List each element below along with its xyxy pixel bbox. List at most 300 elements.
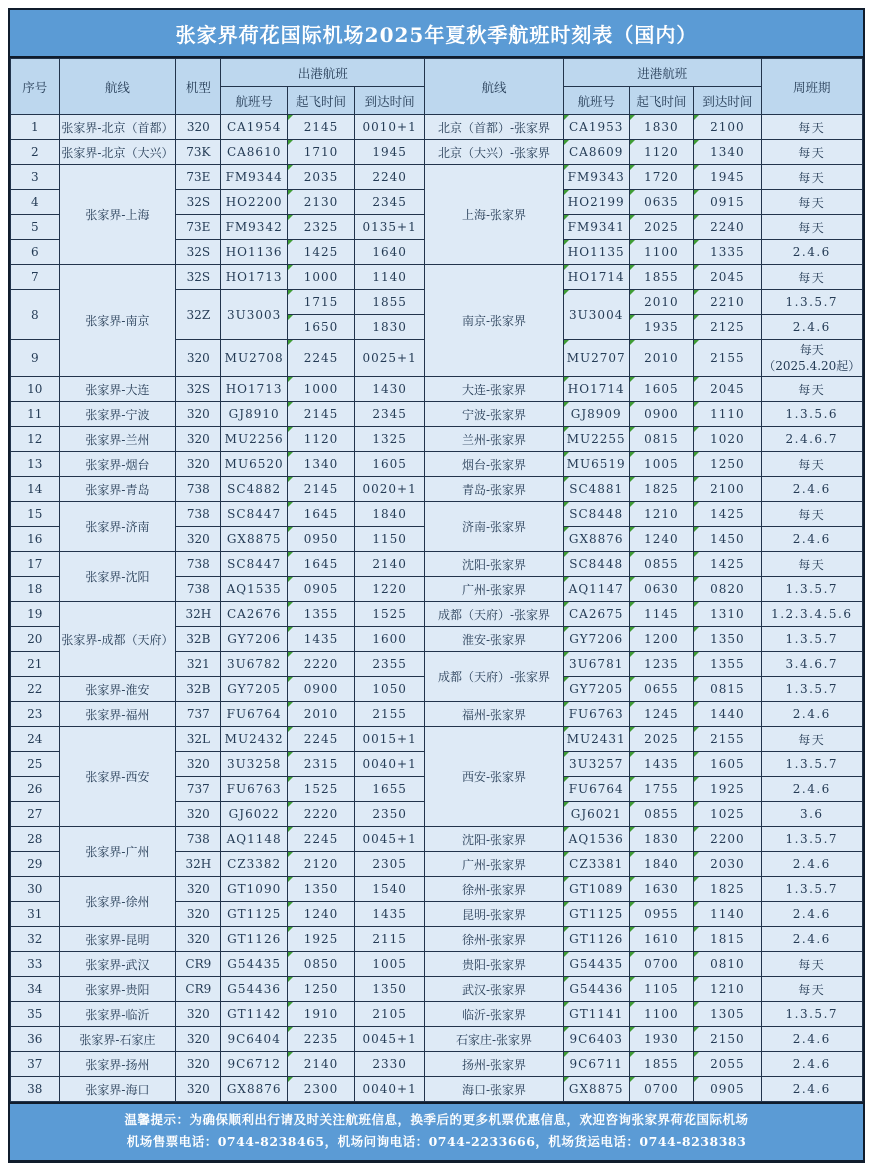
cell-route-left: 张家界-徐州 — [59, 877, 176, 927]
cell-deptime-out: 1000 — [287, 265, 354, 290]
cell-flightno-in: HO1135 — [563, 240, 629, 265]
cell-flightno-in: SC8448 — [563, 552, 629, 577]
cell-arrtime-out: 0020+1 — [355, 477, 425, 502]
cell-arrtime-in: 2240 — [694, 215, 761, 240]
cell-deptime-in: 1755 — [629, 777, 694, 802]
cell-deptime-in: 1830 — [629, 115, 694, 140]
cell-deptime-out: 2245 — [287, 340, 354, 377]
cell-flightno-out: GT1126 — [221, 927, 287, 952]
cell-weekly: 每天 — [761, 502, 862, 527]
cell-flightno-out: SC8447 — [221, 502, 287, 527]
cell-arrtime-out: 1840 — [355, 502, 425, 527]
cell-route-right: 昆明-张家界 — [425, 902, 564, 927]
cell-arrtime-in: 0810 — [694, 952, 761, 977]
cell-weekly: 1.3.5.7 — [761, 1002, 862, 1027]
cell-deptime-in: 0700 — [629, 952, 694, 977]
cell-deptime-out: 2325 — [287, 215, 354, 240]
cell-route-left: 张家界-沈阳 — [59, 552, 176, 602]
cell-weekly: 2.4.6 — [761, 852, 862, 877]
cell-flightno-in: AQ1147 — [563, 577, 629, 602]
cell-aircraft: 320 — [176, 340, 221, 377]
cell-aircraft: 32S — [176, 265, 221, 290]
cell-arrtime-out: 1220 — [355, 577, 425, 602]
cell-arrtime-out: 0015+1 — [355, 727, 425, 752]
cell-arrtime-in: 0905 — [694, 1077, 761, 1102]
cell-aircraft: 32Z — [176, 290, 221, 340]
cell-route-right: 扬州-张家界 — [425, 1052, 564, 1077]
cell-seq: 15 — [11, 502, 60, 527]
col-header-arrtime-out: 到达时间 — [355, 87, 425, 115]
cell-deptime-in: 1100 — [629, 1002, 694, 1027]
cell-deptime-out: 1650 — [287, 315, 354, 340]
cell-flightno-in: CA1953 — [563, 115, 629, 140]
cell-arrtime-out: 2155 — [355, 702, 425, 727]
cell-aircraft: 320 — [176, 115, 221, 140]
cell-arrtime-in: 1425 — [694, 502, 761, 527]
cell-arrtime-out: 1600 — [355, 627, 425, 652]
cell-arrtime-out: 2115 — [355, 927, 425, 952]
cell-flightno-out: MU2256 — [221, 427, 287, 452]
cell-seq: 1 — [11, 115, 60, 140]
cell-seq: 5 — [11, 215, 60, 240]
cell-weekly: 1.3.5.7 — [761, 290, 862, 315]
cell-aircraft: 320 — [176, 877, 221, 902]
cell-deptime-in: 1245 — [629, 702, 694, 727]
cell-route-right: 武汉-张家界 — [425, 977, 564, 1002]
cell-deptime-out: 1710 — [287, 140, 354, 165]
cell-route-left: 张家界-临沂 — [59, 1002, 176, 1027]
cell-deptime-out: 0950 — [287, 527, 354, 552]
cell-seq: 37 — [11, 1052, 60, 1077]
cell-flightno-out: FM9342 — [221, 215, 287, 240]
cell-flightno-in: FU6764 — [563, 777, 629, 802]
cell-flightno-out: CA1954 — [221, 115, 287, 140]
cell-arrtime-in: 1425 — [694, 552, 761, 577]
cell-arrtime-in: 2045 — [694, 377, 761, 402]
cell-route-right: 大连-张家界 — [425, 377, 564, 402]
cell-aircraft: 320 — [176, 1002, 221, 1027]
cell-weekly: 2.4.6 — [761, 477, 862, 502]
cell-seq: 13 — [11, 452, 60, 477]
cell-flightno-out: MU2432 — [221, 727, 287, 752]
col-header-outbound-group: 出港航班 — [221, 59, 425, 87]
cell-weekly: 每天 — [761, 265, 862, 290]
cell-weekly: 2.4.6.7 — [761, 427, 862, 452]
cell-arrtime-out: 1525 — [355, 602, 425, 627]
cell-route-left: 张家界-烟台 — [59, 452, 176, 477]
cell-route-right: 淮安-张家界 — [425, 627, 564, 652]
cell-arrtime-in: 1355 — [694, 652, 761, 677]
cell-arrtime-in: 1335 — [694, 240, 761, 265]
cell-deptime-out: 1000 — [287, 377, 354, 402]
cell-route-right: 兰州-张家界 — [425, 427, 564, 452]
table-row — [11, 727, 863, 752]
cell-seq: 17 — [11, 552, 60, 577]
cell-seq: 26 — [11, 777, 60, 802]
cell-route-right: 海口-张家界 — [425, 1077, 564, 1102]
cell-route-right: 临沂-张家界 — [425, 1002, 564, 1027]
cell-arrtime-out: 1140 — [355, 265, 425, 290]
cell-flightno-in: SC4881 — [563, 477, 629, 502]
cell-seq: 21 — [11, 652, 60, 677]
cell-aircraft: 320 — [176, 752, 221, 777]
cell-flightno-in: GY7206 — [563, 627, 629, 652]
cell-deptime-in: 1435 — [629, 752, 694, 777]
cell-seq: 2 — [11, 140, 60, 165]
cell-deptime-in: 0630 — [629, 577, 694, 602]
flight-timetable — [10, 58, 863, 1102]
table-row — [11, 402, 863, 427]
cell-flightno-in: 3U3257 — [563, 752, 629, 777]
cell-flightno-out: CA2676 — [221, 602, 287, 627]
cell-seq: 27 — [11, 802, 60, 827]
cell-deptime-in: 1120 — [629, 140, 694, 165]
col-header-arrtime-in: 到达时间 — [694, 87, 761, 115]
col-header-flightno-out: 航班号 — [221, 87, 287, 115]
cell-deptime-out: 0905 — [287, 577, 354, 602]
cell-seq: 14 — [11, 477, 60, 502]
cell-weekly: 1.3.5.7 — [761, 877, 862, 902]
cell-weekly: 每天 （2025.4.20起） — [761, 340, 862, 377]
cell-seq: 12 — [11, 427, 60, 452]
cell-deptime-out: 2300 — [287, 1077, 354, 1102]
cell-flightno-out: MU6520 — [221, 452, 287, 477]
cell-route-left: 张家界-淮安 — [59, 677, 176, 702]
cell-seq: 38 — [11, 1077, 60, 1102]
cell-aircraft: 738 — [176, 502, 221, 527]
col-header-seq: 序号 — [11, 59, 60, 115]
cell-deptime-in: 1235 — [629, 652, 694, 677]
cell-deptime-in: 0855 — [629, 802, 694, 827]
cell-seq: 16 — [11, 527, 60, 552]
col-header-deptime-in: 起飞时间 — [629, 87, 694, 115]
table-row — [11, 827, 863, 852]
cell-arrtime-out: 1640 — [355, 240, 425, 265]
timetable-board — [8, 8, 865, 1163]
cell-flightno-out: CA8610 — [221, 140, 287, 165]
cell-weekly: 每天 — [761, 377, 862, 402]
cell-route-left: 张家界-青岛 — [59, 477, 176, 502]
cell-deptime-in: 0700 — [629, 1077, 694, 1102]
cell-arrtime-in: 0915 — [694, 190, 761, 215]
col-header-deptime-out: 起飞时间 — [287, 87, 354, 115]
cell-route-left: 张家界-广州 — [59, 827, 176, 877]
cell-aircraft: 32L — [176, 727, 221, 752]
cell-arrtime-out: 0045+1 — [355, 827, 425, 852]
cell-flightno-out: MU2708 — [221, 340, 287, 377]
cell-seq: 29 — [11, 852, 60, 877]
cell-route-right: 沈阳-张家界 — [425, 827, 564, 852]
cell-deptime-out: 1435 — [287, 627, 354, 652]
cell-aircraft: CR9 — [176, 977, 221, 1002]
cell-flightno-out: FU6764 — [221, 702, 287, 727]
col-header-weekly: 周班期 — [761, 59, 862, 115]
table-row — [11, 427, 863, 452]
cell-deptime-out: 2010 — [287, 702, 354, 727]
table-row — [11, 952, 863, 977]
cell-deptime-out: 2220 — [287, 802, 354, 827]
cell-arrtime-in: 1825 — [694, 877, 761, 902]
cell-flightno-in: GT1141 — [563, 1002, 629, 1027]
cell-seq: 7 — [11, 265, 60, 290]
cell-arrtime-out: 2305 — [355, 852, 425, 877]
cell-deptime-in: 0900 — [629, 402, 694, 427]
cell-route-left: 张家界-武汉 — [59, 952, 176, 977]
cell-seq: 36 — [11, 1027, 60, 1052]
cell-seq: 18 — [11, 577, 60, 602]
cell-arrtime-out: 0010+1 — [355, 115, 425, 140]
cell-deptime-in: 1100 — [629, 240, 694, 265]
cell-flightno-out: GT1142 — [221, 1002, 287, 1027]
cell-route-right: 广州-张家界 — [425, 577, 564, 602]
cell-route-left: 张家界-石家庄 — [59, 1027, 176, 1052]
cell-arrtime-in: 1815 — [694, 927, 761, 952]
cell-weekly: 2.4.6 — [761, 702, 862, 727]
cell-flightno-out: AQ1535 — [221, 577, 287, 602]
cell-route-right: 广州-张家界 — [425, 852, 564, 877]
table-row — [11, 502, 863, 527]
cell-arrtime-in: 2100 — [694, 115, 761, 140]
cell-deptime-in: 2025 — [629, 727, 694, 752]
cell-route-left: 张家界-南京 — [59, 265, 176, 377]
cell-aircraft: 320 — [176, 1077, 221, 1102]
cell-flightno-in: GJ6021 — [563, 802, 629, 827]
cell-flightno-in: SC8448 — [563, 502, 629, 527]
cell-flightno-out: 3U3003 — [221, 290, 287, 340]
cell-arrtime-out: 0040+1 — [355, 752, 425, 777]
cell-arrtime-out: 1830 — [355, 315, 425, 340]
cell-arrtime-out: 0040+1 — [355, 1077, 425, 1102]
col-header-route-in: 航线 — [425, 59, 564, 115]
cell-seq: 9 — [11, 340, 60, 377]
cell-arrtime-out: 1430 — [355, 377, 425, 402]
cell-route-right: 贵阳-张家界 — [425, 952, 564, 977]
cell-flightno-in: 3U3004 — [563, 290, 629, 340]
cell-seq: 33 — [11, 952, 60, 977]
cell-aircraft: 320 — [176, 452, 221, 477]
cell-deptime-out: 1355 — [287, 602, 354, 627]
cell-flightno-in: GT1126 — [563, 927, 629, 952]
cell-aircraft: 32S — [176, 240, 221, 265]
cell-deptime-out: 2120 — [287, 852, 354, 877]
cell-arrtime-out: 2105 — [355, 1002, 425, 1027]
cell-arrtime-in: 0815 — [694, 677, 761, 702]
cell-route-left: 张家界-兰州 — [59, 427, 176, 452]
cell-route-left: 张家界-北京（首都） — [59, 115, 176, 140]
cell-seq: 30 — [11, 877, 60, 902]
cell-arrtime-out: 1605 — [355, 452, 425, 477]
cell-flightno-in: GY7205 — [563, 677, 629, 702]
cell-weekly: 每天 — [761, 190, 862, 215]
cell-arrtime-out: 1655 — [355, 777, 425, 802]
cell-deptime-in: 1605 — [629, 377, 694, 402]
cell-aircraft: 321 — [176, 652, 221, 677]
cell-deptime-out: 1645 — [287, 502, 354, 527]
cell-deptime-out: 1715 — [287, 290, 354, 315]
cell-route-right: 青岛-张家界 — [425, 477, 564, 502]
table-row — [11, 552, 863, 577]
cell-deptime-out: 1525 — [287, 777, 354, 802]
cell-flightno-in: CA2675 — [563, 602, 629, 627]
cell-weekly: 2.4.6 — [761, 1027, 862, 1052]
cell-arrtime-in: 1110 — [694, 402, 761, 427]
cell-aircraft: 32S — [176, 377, 221, 402]
cell-arrtime-out: 2140 — [355, 552, 425, 577]
cell-aircraft: 737 — [176, 702, 221, 727]
cell-arrtime-out: 1435 — [355, 902, 425, 927]
cell-flightno-in: 9C6403 — [563, 1027, 629, 1052]
cell-deptime-out: 1120 — [287, 427, 354, 452]
cell-weekly: 每天 — [761, 215, 862, 240]
cell-weekly: 2.4.6 — [761, 240, 862, 265]
cell-route-right: 南京-张家界 — [425, 265, 564, 377]
cell-flightno-out: GJ6022 — [221, 802, 287, 827]
cell-arrtime-in: 2200 — [694, 827, 761, 852]
cell-deptime-in: 1855 — [629, 1052, 694, 1077]
cell-seq: 22 — [11, 677, 60, 702]
cell-deptime-out: 2245 — [287, 827, 354, 852]
table-row — [11, 115, 863, 140]
cell-flightno-in: GT1125 — [563, 902, 629, 927]
cell-flightno-in: 3U6781 — [563, 652, 629, 677]
cell-arrtime-out: 1945 — [355, 140, 425, 165]
cell-arrtime-in: 1020 — [694, 427, 761, 452]
cell-weekly: 2.4.6 — [761, 902, 862, 927]
cell-aircraft: 320 — [176, 927, 221, 952]
cell-route-right: 北京（首都）-张家界 — [425, 115, 564, 140]
cell-aircraft: 737 — [176, 777, 221, 802]
cell-aircraft: 73E — [176, 215, 221, 240]
table-row — [11, 165, 863, 190]
cell-flightno-out: 9C6404 — [221, 1027, 287, 1052]
cell-aircraft: 738 — [176, 552, 221, 577]
cell-aircraft: 320 — [176, 902, 221, 927]
cell-flightno-out: 9C6712 — [221, 1052, 287, 1077]
table-row — [11, 1077, 863, 1102]
cell-route-right: 上海-张家界 — [425, 165, 564, 265]
cell-deptime-out: 1925 — [287, 927, 354, 952]
cell-weekly: 每天 — [761, 452, 862, 477]
cell-route-right: 成都（天府）-张家界 — [425, 602, 564, 627]
table-row — [11, 927, 863, 952]
cell-aircraft: 32B — [176, 677, 221, 702]
cell-deptime-out: 2130 — [287, 190, 354, 215]
cell-deptime-in: 1630 — [629, 877, 694, 902]
cell-weekly: 每天 — [761, 552, 862, 577]
cell-flightno-out: 3U3258 — [221, 752, 287, 777]
cell-arrtime-out: 2240 — [355, 165, 425, 190]
cell-flightno-out: FU6763 — [221, 777, 287, 802]
cell-deptime-in: 1105 — [629, 977, 694, 1002]
cell-aircraft: 32B — [176, 627, 221, 652]
cell-route-left: 张家界-大连 — [59, 377, 176, 402]
cell-seq: 3 — [11, 165, 60, 190]
cell-arrtime-in: 2055 — [694, 1052, 761, 1077]
cell-aircraft: 320 — [176, 802, 221, 827]
cell-arrtime-out: 1050 — [355, 677, 425, 702]
cell-flightno-out: GY7206 — [221, 627, 287, 652]
table-row — [11, 977, 863, 1002]
cell-weekly: 1.3.5.7 — [761, 627, 862, 652]
cell-route-right: 石家庄-张家界 — [425, 1027, 564, 1052]
cell-route-right: 徐州-张家界 — [425, 927, 564, 952]
cell-flightno-in: G54436 — [563, 977, 629, 1002]
cell-flightno-in: 9C6711 — [563, 1052, 629, 1077]
cell-deptime-in: 1610 — [629, 927, 694, 952]
cell-arrtime-in: 2100 — [694, 477, 761, 502]
table-row — [11, 1002, 863, 1027]
cell-deptime-out: 2145 — [287, 477, 354, 502]
cell-deptime-in: 0815 — [629, 427, 694, 452]
cell-flightno-in: HO2199 — [563, 190, 629, 215]
cell-weekly: 每天 — [761, 727, 862, 752]
cell-weekly: 2.4.6 — [761, 777, 862, 802]
cell-weekly: 1.3.5.7 — [761, 577, 862, 602]
cell-flightno-in: AQ1536 — [563, 827, 629, 852]
cell-weekly: 3.4.6.7 — [761, 652, 862, 677]
cell-flightno-in: MU6519 — [563, 452, 629, 477]
cell-seq: 6 — [11, 240, 60, 265]
cell-arrtime-in: 1350 — [694, 627, 761, 652]
cell-deptime-in: 0655 — [629, 677, 694, 702]
cell-flightno-in: FM9343 — [563, 165, 629, 190]
cell-weekly: 每天 — [761, 165, 862, 190]
cell-seq: 25 — [11, 752, 60, 777]
cell-deptime-in: 0955 — [629, 902, 694, 927]
cell-aircraft: 320 — [176, 402, 221, 427]
cell-flightno-out: GJ8910 — [221, 402, 287, 427]
cell-seq: 28 — [11, 827, 60, 852]
cell-deptime-out: 2035 — [287, 165, 354, 190]
cell-aircraft: 320 — [176, 427, 221, 452]
cell-arrtime-out: 1325 — [355, 427, 425, 452]
cell-arrtime-in: 1310 — [694, 602, 761, 627]
cell-route-left: 张家界-昆明 — [59, 927, 176, 952]
cell-arrtime-in: 1210 — [694, 977, 761, 1002]
cell-deptime-out: 0850 — [287, 952, 354, 977]
cell-route-left: 张家界-北京（大兴） — [59, 140, 176, 165]
cell-deptime-in: 1840 — [629, 852, 694, 877]
cell-deptime-in: 1855 — [629, 265, 694, 290]
cell-deptime-out: 2245 — [287, 727, 354, 752]
cell-weekly: 2.4.6 — [761, 527, 862, 552]
cell-seq: 23 — [11, 702, 60, 727]
timetable-title: 张家界荷花国际机场2025年夏秋季航班时刻表（国内） — [10, 10, 863, 58]
cell-aircraft: 32H — [176, 852, 221, 877]
cell-deptime-out: 1910 — [287, 1002, 354, 1027]
cell-route-left: 张家界-扬州 — [59, 1052, 176, 1077]
cell-deptime-in: 2025 — [629, 215, 694, 240]
cell-weekly: 2.4.6 — [761, 927, 862, 952]
cell-deptime-out: 2235 — [287, 1027, 354, 1052]
cell-flightno-out: HO1136 — [221, 240, 287, 265]
cell-route-left: 张家界-上海 — [59, 165, 176, 265]
cell-weekly: 每天 — [761, 140, 862, 165]
cell-flightno-out: GT1090 — [221, 877, 287, 902]
table-row — [11, 377, 863, 402]
col-header-flightno-in: 航班号 — [563, 87, 629, 115]
cell-deptime-out: 1250 — [287, 977, 354, 1002]
cell-deptime-out: 2145 — [287, 115, 354, 140]
cell-arrtime-out: 2345 — [355, 402, 425, 427]
cell-arrtime-in: 1605 — [694, 752, 761, 777]
cell-flightno-out: 3U6782 — [221, 652, 287, 677]
cell-flightno-out: GX8875 — [221, 527, 287, 552]
cell-flightno-in: MU2707 — [563, 340, 629, 377]
cell-arrtime-out: 0135+1 — [355, 215, 425, 240]
cell-arrtime-in: 2210 — [694, 290, 761, 315]
cell-arrtime-out: 1350 — [355, 977, 425, 1002]
